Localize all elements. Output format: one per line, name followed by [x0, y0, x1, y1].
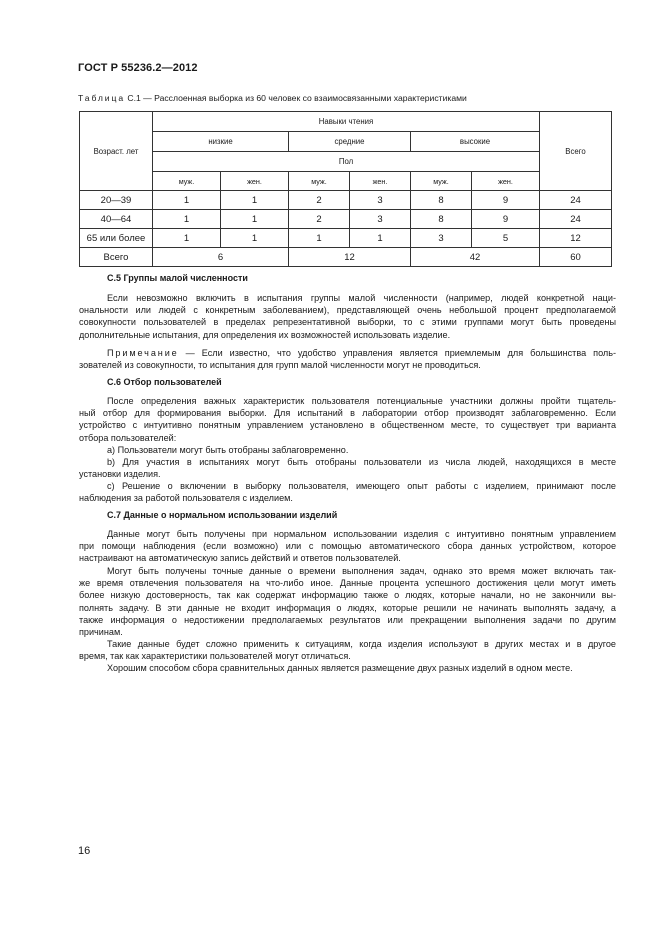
header-sex-cell: муж.: [411, 172, 472, 191]
row-value: 3: [350, 210, 411, 229]
text-line: Примечание — Если известно, что удобство управления является приемлемым для большинства поль-: [107, 348, 616, 358]
row-value: 3: [411, 229, 472, 248]
section-c6-title: С.6 Отбор пользователей: [107, 377, 222, 387]
page-number: 16: [78, 845, 91, 857]
text-line: дополнительные испытания, для определения их возможностей использовать изделие.: [79, 329, 451, 340]
header-reading-high: высокие: [411, 132, 540, 152]
header-sex-cell: муж.: [289, 172, 350, 191]
row-value: 5: [472, 229, 540, 248]
totals-label: Всего: [80, 248, 153, 267]
section-c5-paragraph: [79, 292, 616, 341]
text-line: Данные могут быть получены при нормальном использовании изделия с интуитивно понятным управлением: [107, 529, 616, 539]
table-caption: [78, 93, 467, 103]
text-line: установки изделия.: [79, 469, 161, 480]
row-value: 8: [411, 210, 472, 229]
text-line: Могут быть получены точные данные о времени выполнения задач, однако это время может включать так-: [107, 566, 616, 576]
row-value: 1: [153, 229, 221, 248]
text-line: ональности или людей с конкретным заболеванием), представляющей очень небольшой процент предполагаемой: [79, 305, 616, 316]
header-total: Всего: [540, 112, 612, 191]
header-reading-low: низкие: [153, 132, 289, 152]
text-line: c) Решение о включении в выборку пользователя, имеющего опыт работы с изделием, принимают после: [107, 481, 616, 491]
header-sex-cell: жен.: [350, 172, 411, 191]
row-age: 65 или более: [80, 229, 153, 248]
totals-total: 60: [540, 248, 612, 267]
row-value: 3: [350, 191, 411, 210]
text-line: устройство с интуитивно понятным управлением установлено в общественном месте, то существует три варианта: [79, 420, 616, 431]
row-total: 24: [540, 210, 612, 229]
header-sex-cell: муж.: [153, 172, 221, 191]
text-line: более низкую достоверность, так как содержат информацию также о людях, которые начали, но не закончили вы-: [79, 590, 616, 601]
header-sex-cell: жен.: [472, 172, 540, 191]
table-row: [80, 229, 612, 248]
section-c6-option-b: [79, 456, 616, 480]
text-line: b) Для участия в испытаниях могут быть отобраны пользователи из числа людей, находящихся в месте: [107, 457, 616, 467]
row-value: 8: [411, 191, 472, 210]
text-line: при помощи наблюдения (если возможно) или с помощью автоматического сбора данных устройством, которое: [79, 541, 616, 552]
row-value: 1: [153, 191, 221, 210]
text-line: Если невозможно включить в испытания группы малой численности (например, людей конкретной наци-: [107, 293, 616, 303]
header-sex: Пол: [153, 152, 540, 172]
totals-high: 42: [411, 248, 540, 267]
table-row: [80, 191, 612, 210]
row-value: 9: [472, 210, 540, 229]
stratified-sample-table: [79, 111, 612, 267]
header-sex-cell: жен.: [221, 172, 289, 191]
row-value: 9: [472, 191, 540, 210]
section-c6-option-c: [79, 480, 616, 504]
table-row: [80, 210, 612, 229]
text-line: ный отбор для формирования выборки. Для испытаний в лаборатории отбор производят заблаговременно. Если: [79, 408, 616, 419]
header-reading-medium: средние: [289, 132, 411, 152]
row-value: 1: [350, 229, 411, 248]
row-value: 1: [221, 191, 289, 210]
section-c7-paragraph-3: [79, 638, 616, 662]
header-reading-skills: Навыки чтения: [153, 112, 540, 132]
header-age: Возраст. лет: [80, 112, 153, 191]
row-total: 24: [540, 191, 612, 210]
section-c7-paragraph-2: [79, 565, 616, 638]
text-line: же время отвлечения пользователя на что-либо иное. Данные процента успешного достижения цели могут иметь: [79, 578, 616, 589]
section-c5-note: [79, 347, 616, 371]
totals-low: 6: [153, 248, 289, 267]
text-line: время, так как характеристики пользователей могут отличаться.: [79, 651, 351, 662]
section-c5-title: С.5 Группы малой численности: [107, 273, 248, 283]
text-line: причинам.: [79, 627, 123, 638]
text-line: а) Пользователи могут быть отобраны заблаговременно.: [107, 445, 349, 455]
row-value: 1: [289, 229, 350, 248]
row-value: 1: [221, 210, 289, 229]
table-caption-label: Таблица: [78, 93, 125, 103]
text-line: настраивают на автоматическую запись действий и ответов пользователей.: [79, 553, 401, 564]
document-code: ГОСТ Р 55236.2—2012: [78, 62, 198, 74]
totals-row: [80, 248, 612, 267]
section-c7-paragraph-1: [79, 528, 616, 565]
row-value: 2: [289, 191, 350, 210]
row-total: 12: [540, 229, 612, 248]
table-caption-text: С.1 — Расслоенная выборка из 60 человек со взаимосвязанными характеристиками: [127, 93, 467, 103]
note-label: Примечание: [107, 348, 179, 358]
text-line: Хорошим способом сбора сравнительных данных является размещение двух разных изделий в одном месте.: [107, 663, 573, 673]
text-line: зователей из совокупности, то испытания для групп малой численности могут не проводиться.: [79, 360, 481, 371]
row-age: 20—39: [80, 191, 153, 210]
section-c7-title: С.7 Данные о нормальном использовании изделий: [107, 510, 338, 520]
text-line: наблюдения за работой пользователя с изделием.: [79, 493, 293, 504]
section-c7-paragraph-4: [79, 662, 616, 674]
row-value: 1: [153, 210, 221, 229]
section-c6-paragraph: [79, 395, 616, 444]
totals-medium: 12: [289, 248, 411, 267]
row-value: 1: [221, 229, 289, 248]
text-line: полнять задачу. В эти данные не входит информация о людях, которые решили не начинать выполнять задачу, а: [79, 602, 616, 613]
text-line: совокупности пользователей в пределах репрезентативной выборки, то с этими группами могут быть проведены: [79, 317, 616, 328]
text-line: отбора пользователей:: [79, 432, 177, 443]
row-age: 40—64: [80, 210, 153, 229]
text-line: также информация о недостижении предполагаемых результатов или прекращении выполнения задачи по другим: [79, 614, 616, 625]
text-line: После определения важных характеристик пользователя потенциальные участники должны пройти тщатель-: [107, 396, 616, 406]
row-value: 2: [289, 210, 350, 229]
section-c6-option-a: [79, 444, 616, 456]
text-line: Такие данные будет сложно применить к ситуациям, когда изделия используют в других местах и в другое: [107, 639, 616, 649]
